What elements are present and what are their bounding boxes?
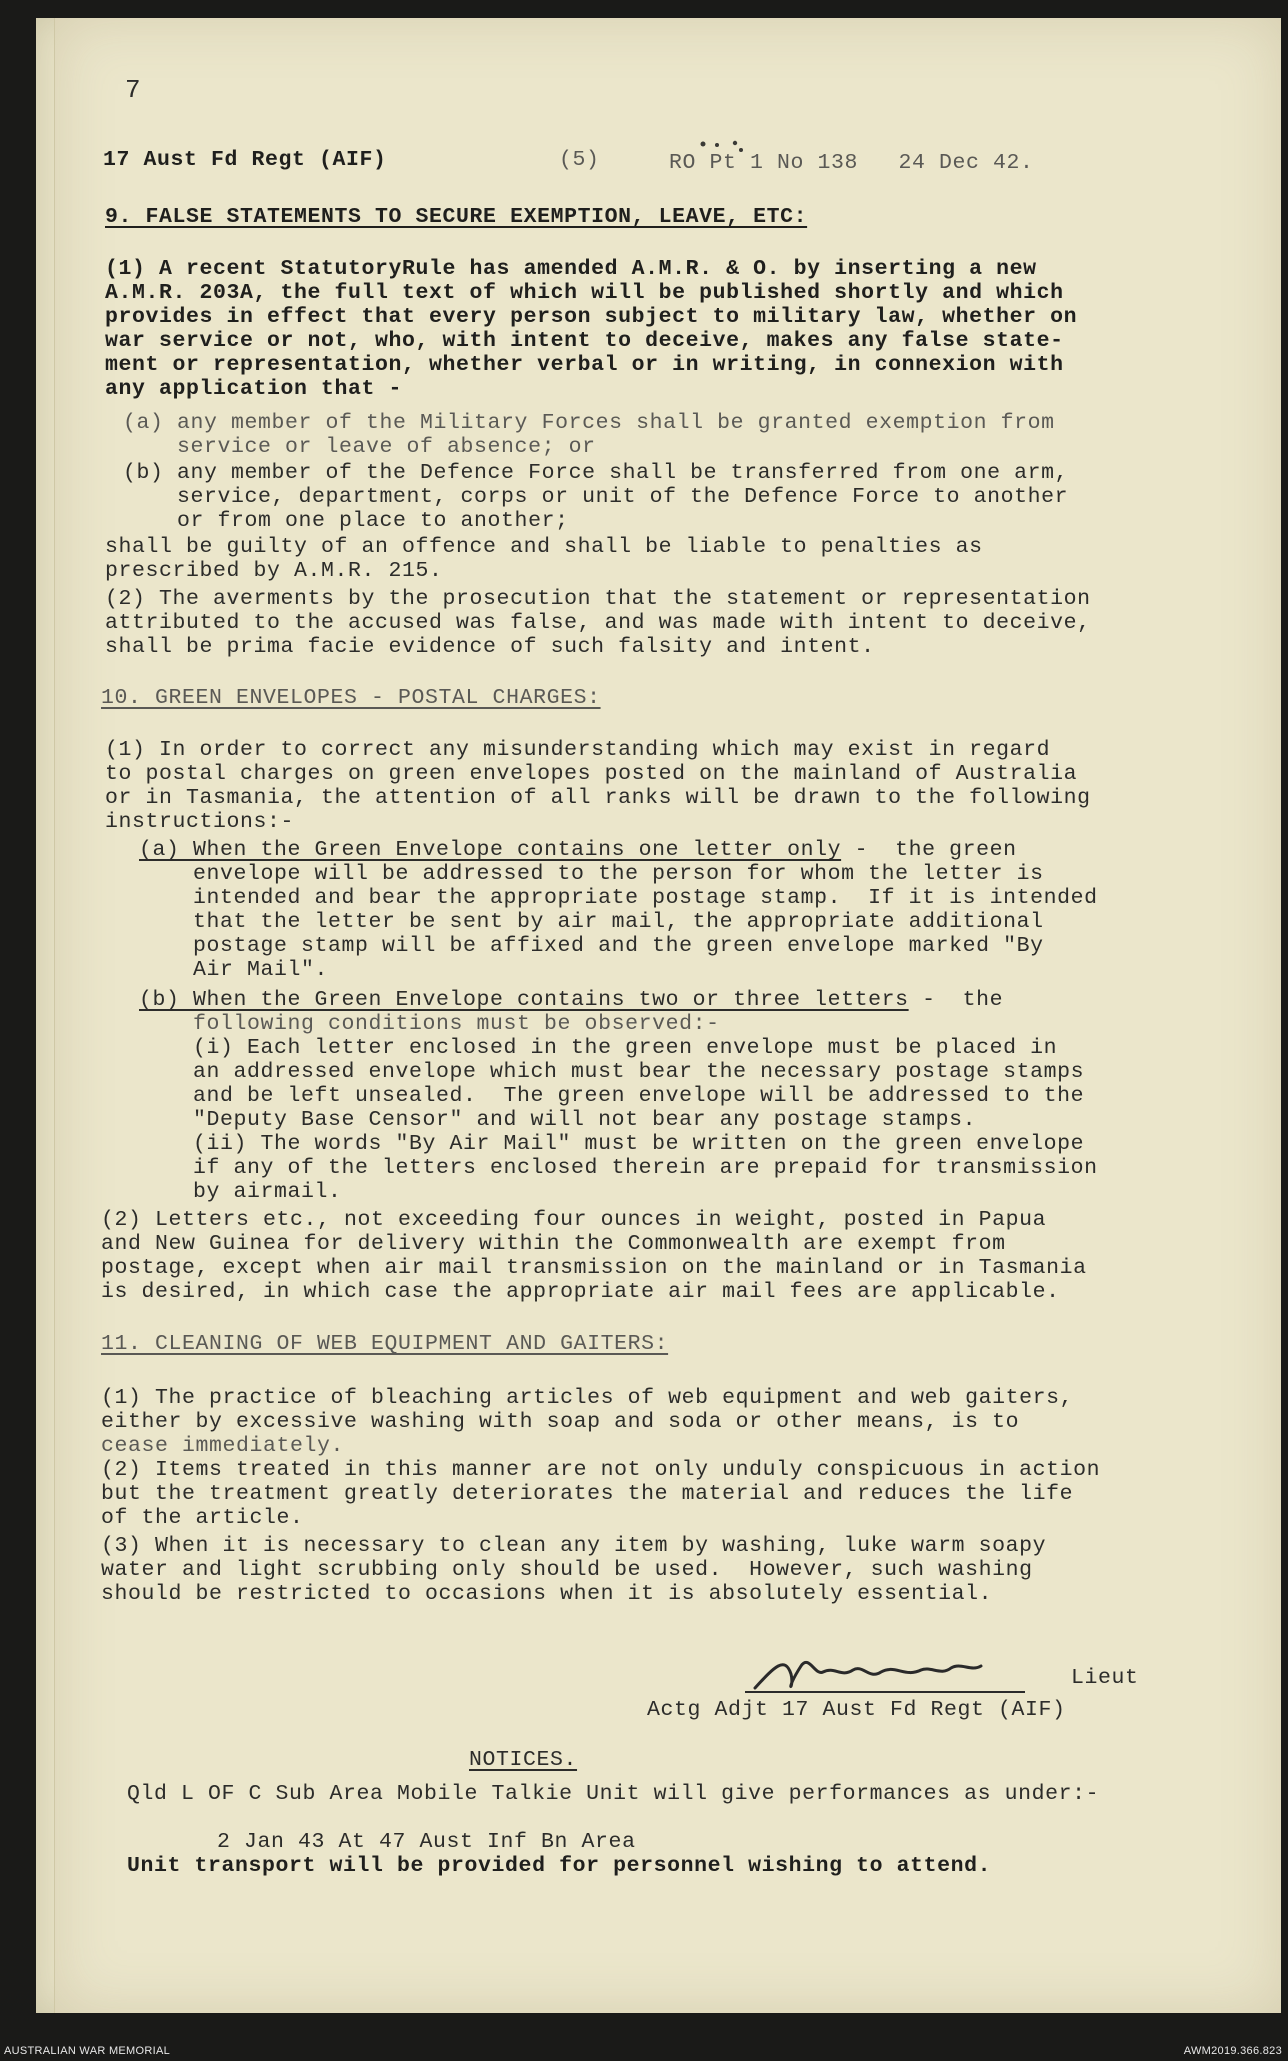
section-11-heading: 11. CLEANING OF WEB EQUIPMENT AND GAITERS: <box>101 1332 669 1356</box>
footer-accession-number: AWM2019.366.823 <box>1183 2045 1282 2057</box>
s10-item-b-line: an addressed envelope which must bear the necessary postage stamps <box>193 1060 1085 1084</box>
notice-line: 2 Jan 43 At 47 Aust Inf Bn Area <box>217 1830 636 1854</box>
s9-line: any application that - <box>105 377 403 401</box>
s10-item-b-line: if any of the letters enclosed therein are prepaid for transmission <box>193 1156 1098 1180</box>
document-page <box>54 18 1281 2013</box>
s9-item-b: service, department, corps or unit of the Defence Force to another <box>123 485 1069 509</box>
s10-para-2: (2) Letters etc., not exceeding four ounces in weight, posted in Papua <box>101 1208 1047 1232</box>
s10-item-b-lead: (b) When the Green Envelope contains two or three letters <box>139 988 909 1012</box>
s9-tail: shall be guilty of an offence and shall be liable to penalties as <box>105 535 983 559</box>
s9-line: A.M.R. 203A, the full text of which will be published shortly and which <box>105 281 1064 305</box>
s10-para-2: is desired, in which case the appropriate air mail fees are applicable. <box>101 1280 1060 1304</box>
s10-item-a-line: postage stamp will be affixed and the green envelope marked "By <box>193 934 1044 958</box>
s10-item-a-line: Air Mail". <box>193 958 329 982</box>
s10-item-b-line: by airmail. <box>193 1180 342 1204</box>
s10-item-b-tail: - the <box>908 988 1004 1012</box>
s9-item-a: service or leave of absence; or <box>123 435 596 459</box>
s11-line: cease immediately. <box>101 1434 345 1458</box>
s10-para-1: (1) In order to correct any misunderstanding which may exist in regard <box>105 738 1051 762</box>
s10-item-b-line: (i) Each letter enclosed in the green envelope must be placed in <box>193 1036 1058 1060</box>
s11-line: of the article. <box>101 1506 304 1530</box>
s9-item-b: or from one place to another; <box>123 509 569 533</box>
signatory-title: Actg Adjt 17 Aust Fd Regt (AIF) <box>647 1698 1066 1722</box>
s10-item-a-lead: (a) When the Green Envelope contains one letter only <box>139 838 842 862</box>
notice-line: Qld L OF C Sub Area Mobile Talkie Unit will give performances as under:- <box>127 1782 1100 1806</box>
s10-para-2: and New Guinea for delivery within the Commonwealth are exempt from <box>101 1232 1006 1256</box>
s10-item-a-line: intended and bear the appropriate postage stamp. If it is intended <box>193 886 1098 910</box>
s11-line: but the treatment greatly deteriorates the material and reduces the life <box>101 1482 1074 1506</box>
s10-para-2: postage, except when air mail transmission on the mainland or in Tasmania <box>101 1256 1087 1280</box>
handwritten-signature <box>745 1636 1045 1706</box>
s9-item-a: (a) any member of the Military Forces shall be granted exemption from <box>123 411 1055 435</box>
s9-line: ment or representation, whether verbal or in writing, in connexion with <box>105 353 1064 377</box>
s9-line: war service or not, who, with intent to deceive, makes any false state- <box>105 329 1064 353</box>
order-reference: RO Pt 1 No 138 24 Dec 42. <box>669 151 1034 175</box>
s11-line: should be restricted to occasions when it is absolutely essential. <box>101 1582 993 1606</box>
s10-item-a-heading <box>139 838 1017 862</box>
s9-para-2: attributed to the accused was false, and was made with intent to deceive, <box>105 611 1091 635</box>
s10-item-b-line: following conditions must be observed:- <box>193 1012 720 1036</box>
margin-mark: 7 <box>125 75 142 105</box>
s9-para-2: (2) The averments by the prosecution that the statement or representation <box>105 587 1091 611</box>
s9-para-2: shall be prima facie evidence of such falsity and intent. <box>105 635 875 659</box>
section-10-heading: 10. GREEN ENVELOPES - POSTAL CHARGES: <box>101 686 601 710</box>
page-number: (5) <box>559 148 600 172</box>
s10-item-b-line: and be left unsealed. The green envelope will be addressed to the <box>193 1084 1085 1108</box>
s10-item-b-line: "Deputy Base Censor" and will not bear any postage stamps. <box>193 1108 977 1132</box>
s9-tail: prescribed by A.M.R. 215. <box>105 559 443 583</box>
s10-item-a-tail: - the green <box>841 838 1017 862</box>
s9-line: (1) A recent StatutoryRule has amended A.M.R. & O. by inserting a new <box>105 257 1037 281</box>
s9-item-b: (b) any member of the Defence Force shall be transferred from one arm, <box>123 461 1069 485</box>
signatory-rank: Lieut <box>1071 1666 1139 1690</box>
unit-designation: 17 Aust Fd Regt (AIF) <box>103 148 387 172</box>
s9-line: provides in effect that every person subject to military law, whether on <box>105 305 1078 329</box>
s11-line: (1) The practice of bleaching articles of web equipment and web gaiters, <box>101 1386 1074 1410</box>
notices-heading: NOTICES. <box>469 1748 578 1772</box>
s10-item-b-line: (ii) The words "By Air Mail" must be written on the green envelope <box>193 1132 1085 1156</box>
s10-para-1: instructions:- <box>105 810 295 834</box>
s11-line: (3) When it is necessary to clean any item by washing, luke warm soapy <box>101 1534 1047 1558</box>
footer-credit: AUSTRALIAN WAR MEMORIAL <box>4 2045 171 2057</box>
s11-line: (2) Items treated in this manner are not only unduly conspicuous in action <box>101 1458 1101 1482</box>
notice-line: Unit transport will be provided for personnel wishing to attend. <box>127 1854 992 1878</box>
s11-line: either by excessive washing with soap and soda or other means, is to <box>101 1410 1020 1434</box>
section-9-heading: 9. FALSE STATEMENTS TO SECURE EXEMPTION, LEAVE, ETC: <box>105 205 808 229</box>
s10-item-b-heading <box>139 988 1003 1012</box>
s10-item-a-line: envelope will be addressed to the person for whom the letter is <box>193 862 1044 886</box>
s10-para-1: to postal charges on green envelopes posted on the mainland of Australia <box>105 762 1078 786</box>
s10-para-1: or in Tasmania, the attention of all ranks will be drawn to the following <box>105 786 1091 810</box>
s11-line: water and light scrubbing only should be used. However, such washing <box>101 1558 1033 1582</box>
s10-item-a-line: that the letter be sent by air mail, the appropriate additional <box>193 910 1044 934</box>
